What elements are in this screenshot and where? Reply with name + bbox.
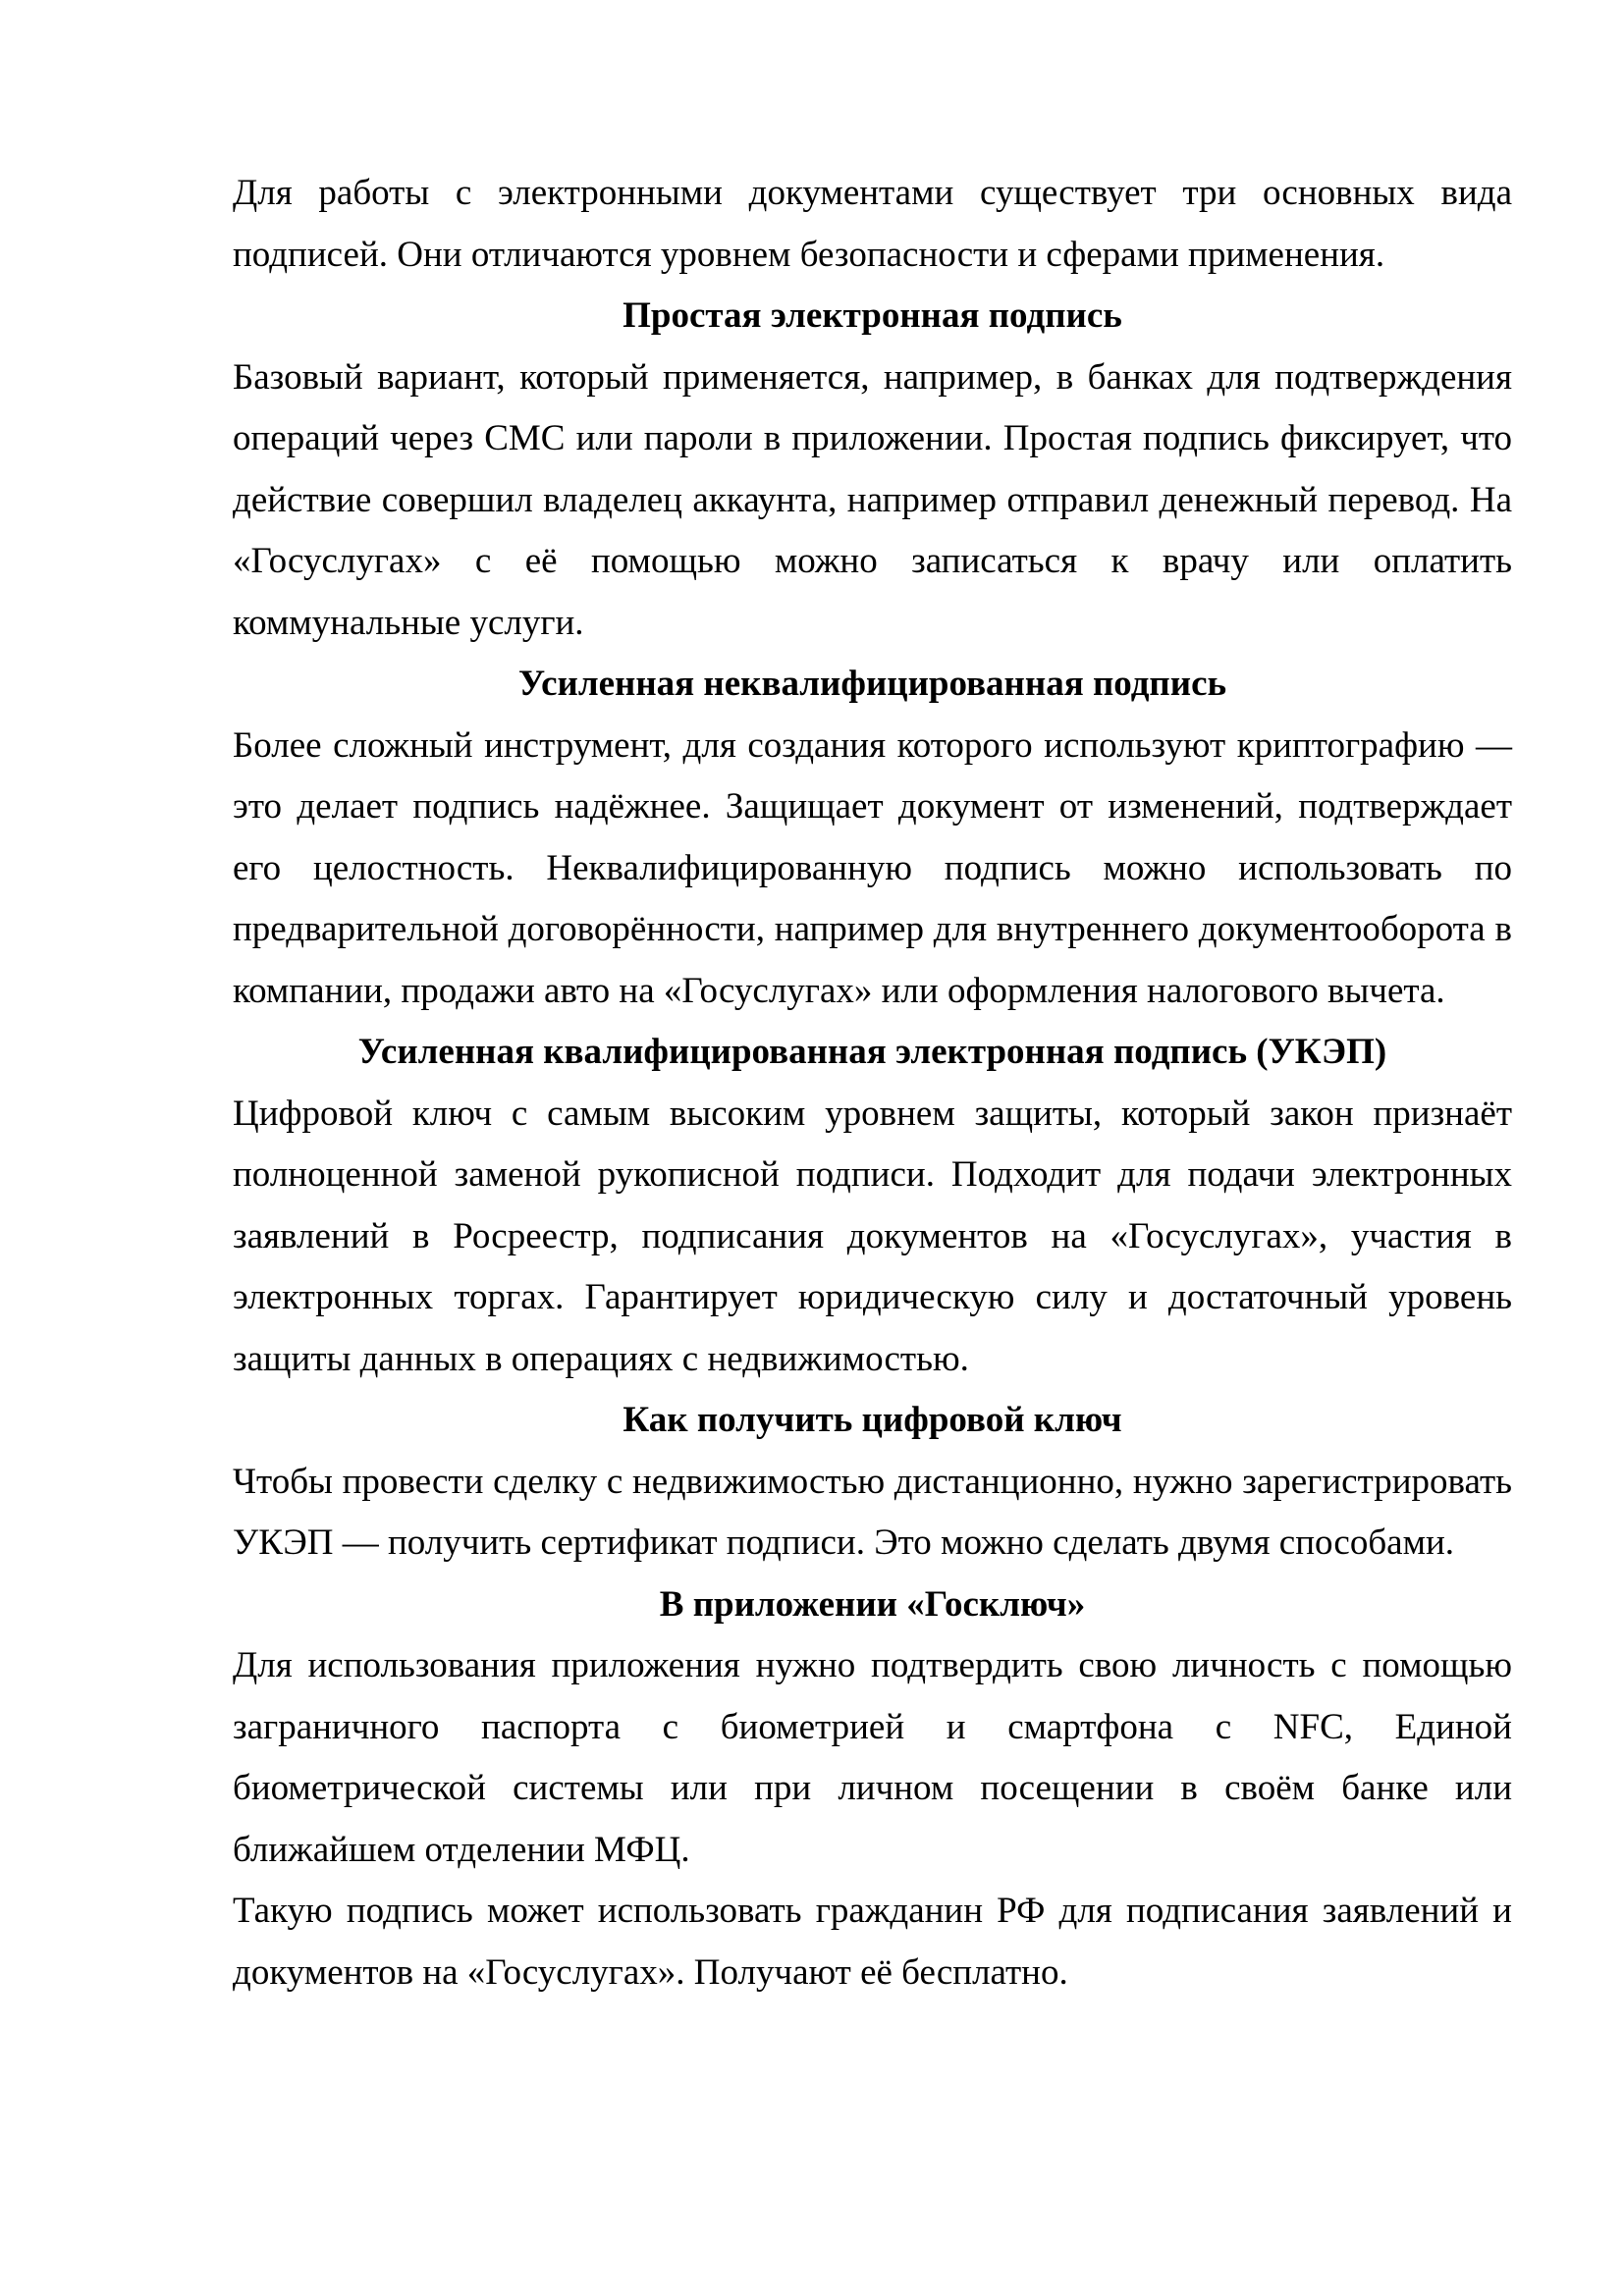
section-paragraph-qualified-signature: Цифровой ключ с самым высоким уровнем защиты, который закон признаёт полноценной заменой рукописной подписи. Подходит для подачи электронных заявлений в Росреестр, подписания документов на «Госуслугах», участия в электронных торгах. Гарантирует юридическую силу и достаточный уровень защиты данных в операциях с недвижимостью.: [233, 1093, 1512, 1379]
section-paragraph-get-key: Чтобы провести сделку с недвижимостью дистанционно, нужно зарегистрировать УКЭП — получить сертификат подписи. Это можно сделать двумя способами.: [233, 1461, 1512, 1563]
section-heading-unqualified-signature: Усиленная неквалифицированная подпись: [517, 664, 1227, 704]
section-heading-simple-signature: Простая электронная подпись: [623, 295, 1122, 336]
section-heading-goskey-app: В приложении «Госключ»: [659, 1583, 1086, 1625]
intro-paragraph: Для работы с электронными документами существует три основных вида подписей. Они отличаются уровнем безопасности и сферами применения.: [233, 173, 1512, 275]
section-heading-get-key: Как получить цифровой ключ: [623, 1400, 1122, 1440]
section-heading-qualified-signature: Усиленная квалифицированная электронная подпись (УКЭП): [357, 1032, 1387, 1072]
section-paragraph-simple-signature: Базовый вариант, который применяется, например, в банках для подтверждения операций через СМС или пароли в приложении. Простая подпись фиксирует, что действие совершил владелец аккаунта, например отправил денежный перевод. На «Госуслугах» с её помощью можно записаться к врачу или оплатить коммунальные услуги.: [233, 356, 1512, 643]
section-paragraph-unqualified-signature: Более сложный инструмент, для создания которого используют криптографию — это делает подпись надёжнее. Защищает документ от изменений, подтверждает его целостность. Неквалифицированную подпись можно использовать по предварительной договорённости, например для внутреннего документооборота в компании, продажи авто на «Госуслугах» или оформления налогового вычета.: [233, 724, 1512, 1011]
section-paragraph-goskey-app-1: Для использования приложения нужно подтвердить свою личность с помощью заграничного паспорта с биометрией и смартфона с NFC, Единой биометрической системы или при личном посещении в своём банке или ближайшем отделении МФЦ.: [233, 1645, 1512, 1870]
document-body: [233, 163, 1512, 2003]
section-paragraph-goskey-app-2: Такую подпись может использовать гражданин РФ для подписания заявлений и документов на «Госуслугах». Получают её бесплатно.: [233, 1891, 1512, 1993]
